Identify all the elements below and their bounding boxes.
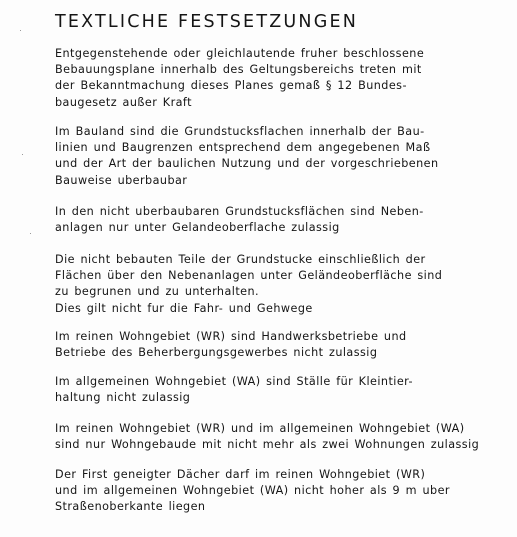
paragraph-line: Im reinen Wohngebiet (WR) sind Handwerksbetriebe und	[55, 330, 407, 343]
paragraph-line: Im Bauland sind die Grundstucksflachen innerhalb der Bau-	[55, 125, 425, 138]
paragraph-repeal-previous-plans	[55, 46, 424, 111]
paragraph-line: der Bekanntmachung dieses Planes gemaß § 12 Bundes-	[55, 79, 407, 93]
paragraph-greening	[55, 252, 442, 317]
paragraph-wr-restrictions	[55, 329, 407, 361]
paragraph-wa-livestock	[55, 374, 413, 406]
paragraph-line: sind nur Wohngebaude mit nicht mehr als zwei Wohnungen zulassig	[55, 438, 480, 452]
paragraph-line: Der First geneigter Dächer darf im reinen Wohngebiet (WR)	[55, 468, 426, 481]
paragraph-line: Straßenoberkante liegen	[55, 500, 206, 514]
scan-speck	[20, 30, 21, 31]
paragraph-line: Im allgemeinen Wohngebiet (WA) sind Ställe für Kleintier-	[55, 375, 414, 388]
paragraph-line: Die nicht bebauten Teile der Grundstucke einschließlich der	[55, 253, 426, 266]
paragraph-line: zu begrunen und zu unterhalten.	[55, 285, 260, 299]
paragraph-line: und der Art der baulichen Nutzung und der vorgeschriebenen	[55, 157, 439, 171]
paragraph-line: anlagen nur unter Gelandeoberflache zulassig	[55, 221, 340, 235]
paragraph-line: Dies gilt nicht fur die Fahr- und Gehwege	[55, 301, 313, 315]
paragraph-line: In den nicht uberbaubaren Grundstucksflächen sind Neben-	[55, 205, 424, 218]
paragraph-line: Entgegenstehende oder gleichlautende fruher beschlossene	[55, 47, 425, 60]
scan-speck	[22, 154, 23, 155]
paragraph-line: haltung nicht zulassig	[55, 391, 191, 405]
paragraph-line: Im reinen Wohngebiet (WR) und im allgemeinen Wohngebiet (WA)	[55, 422, 465, 435]
paragraph-line: linien und Baugrenzen entsprechend dem angegebenen Maß	[55, 141, 431, 155]
paragraph-line: Bauweise uberbaubar	[55, 173, 188, 187]
scan-speck	[30, 233, 31, 234]
paragraph-line: baugesetz außer Kraft	[55, 95, 192, 109]
paragraph-buildable-areas	[55, 124, 439, 189]
paragraph-dwelling-limit	[55, 421, 479, 453]
paragraph-line: und im allgemeinen Wohngebiet (WA) nicht hoher als 9 m uber	[55, 484, 450, 498]
paragraph-ancillary-facilities	[55, 204, 424, 236]
document-title: TEXTLICHE FESTSETZUNGEN	[55, 12, 358, 32]
paragraph-line: Flächen über den Nebenanlagen unter Geländeoberfläche sind	[55, 269, 443, 283]
paragraph-line: Betriebe des Beherbergungsgewerbes nicht zulassig	[55, 346, 378, 360]
paragraph-line: Bebauungsplane innerhalb des Geltungsbereichs treten mit	[55, 63, 422, 77]
paragraph-roof-height	[55, 467, 450, 516]
